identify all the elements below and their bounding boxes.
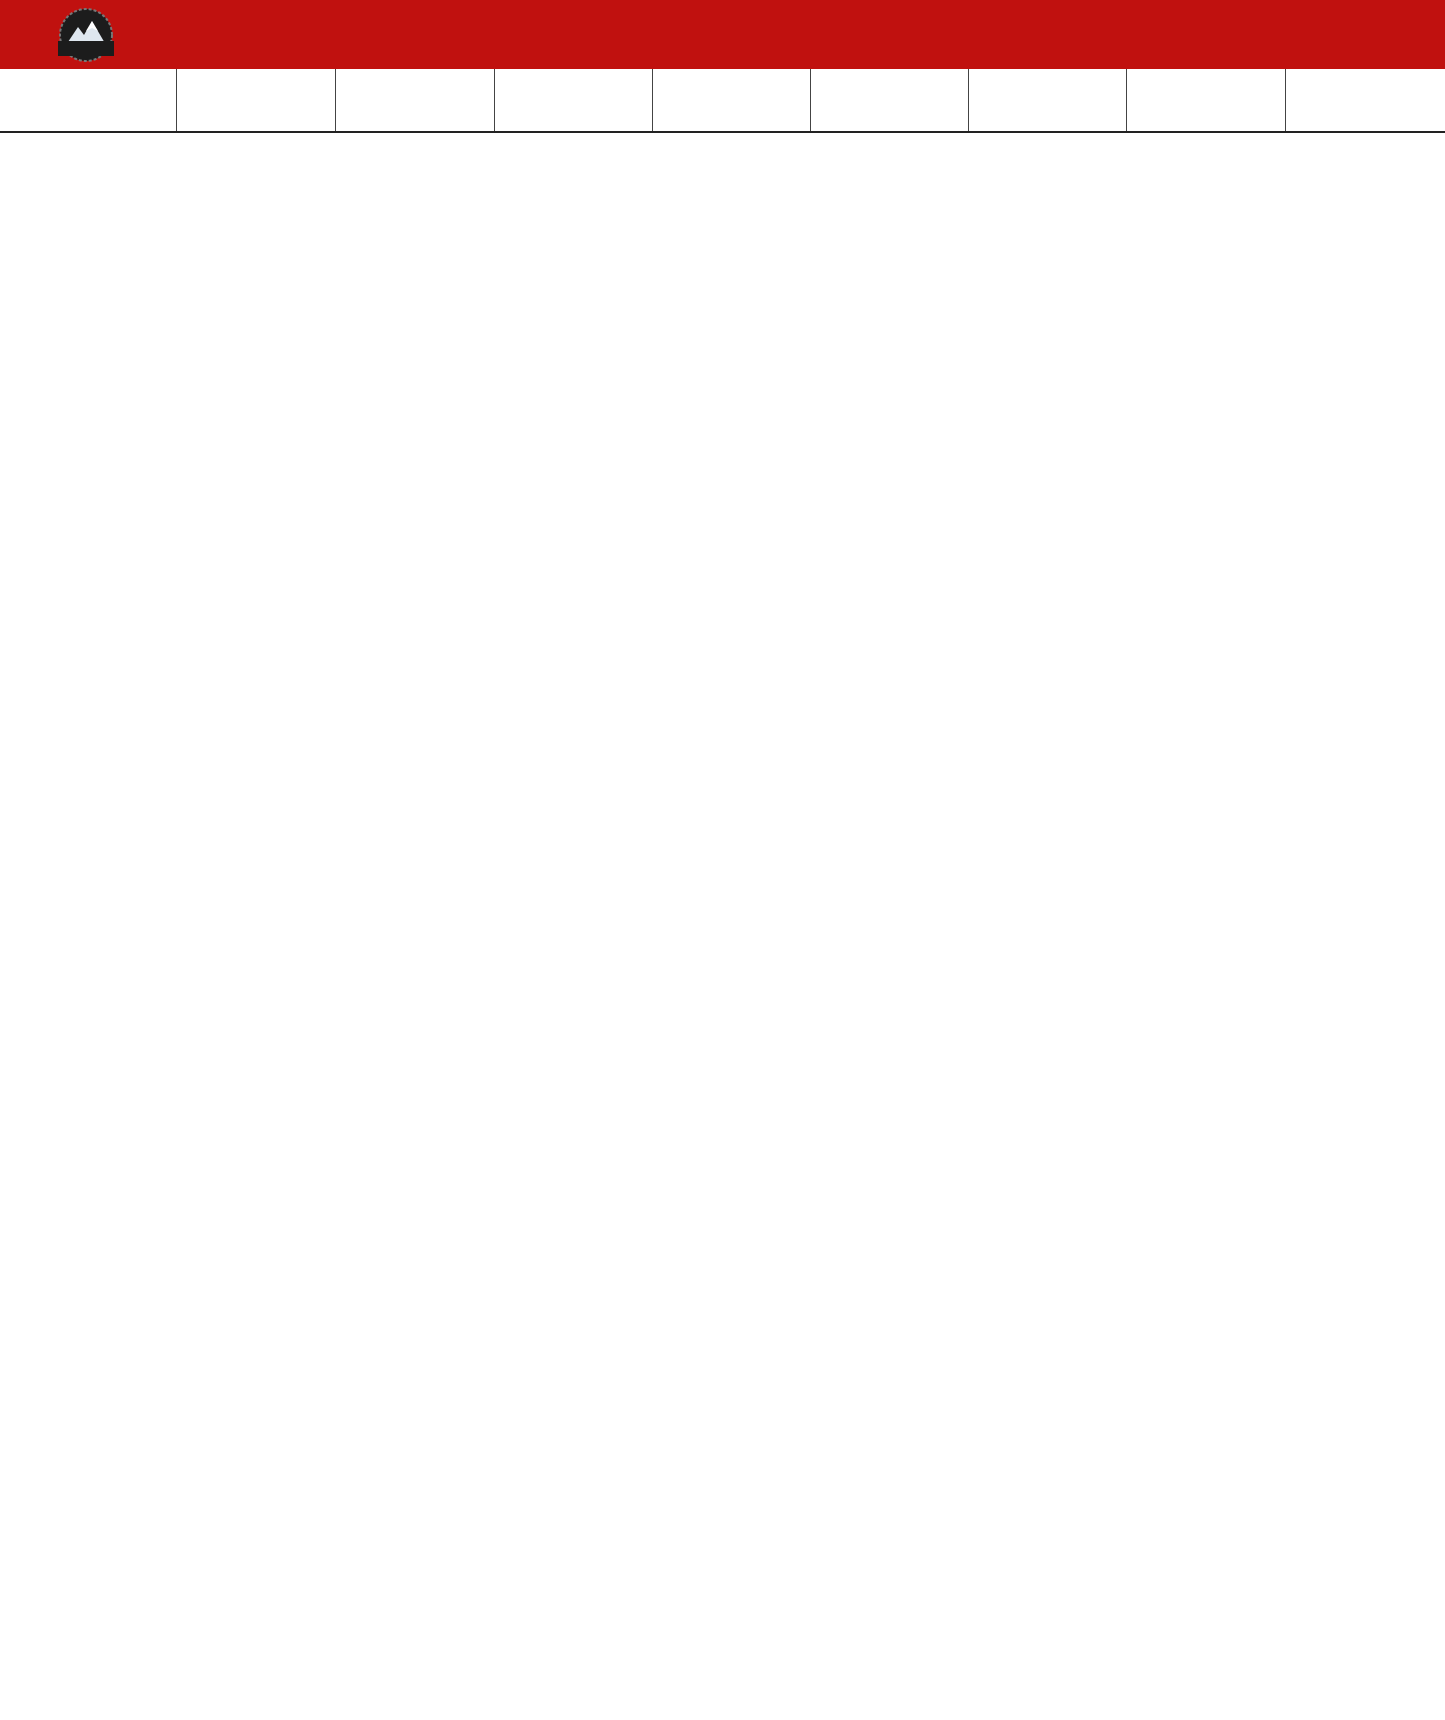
rim-header-r21: [1126, 69, 1285, 131]
rim-header-r22: [1285, 69, 1445, 131]
title-bar: [0, 0, 1445, 69]
rim-header-r20: [968, 69, 1126, 131]
rim-header-r18: [652, 69, 810, 131]
rim-header-r17: [494, 69, 652, 131]
header-row: [0, 69, 1445, 133]
page-title: [130, 0, 1445, 69]
rim-header-r16: [335, 69, 494, 131]
rim-header-r19: [810, 69, 968, 131]
model-rim-header: [0, 69, 176, 131]
auveby-logo: [52, 7, 120, 65]
rim-header-r15: [176, 69, 335, 131]
